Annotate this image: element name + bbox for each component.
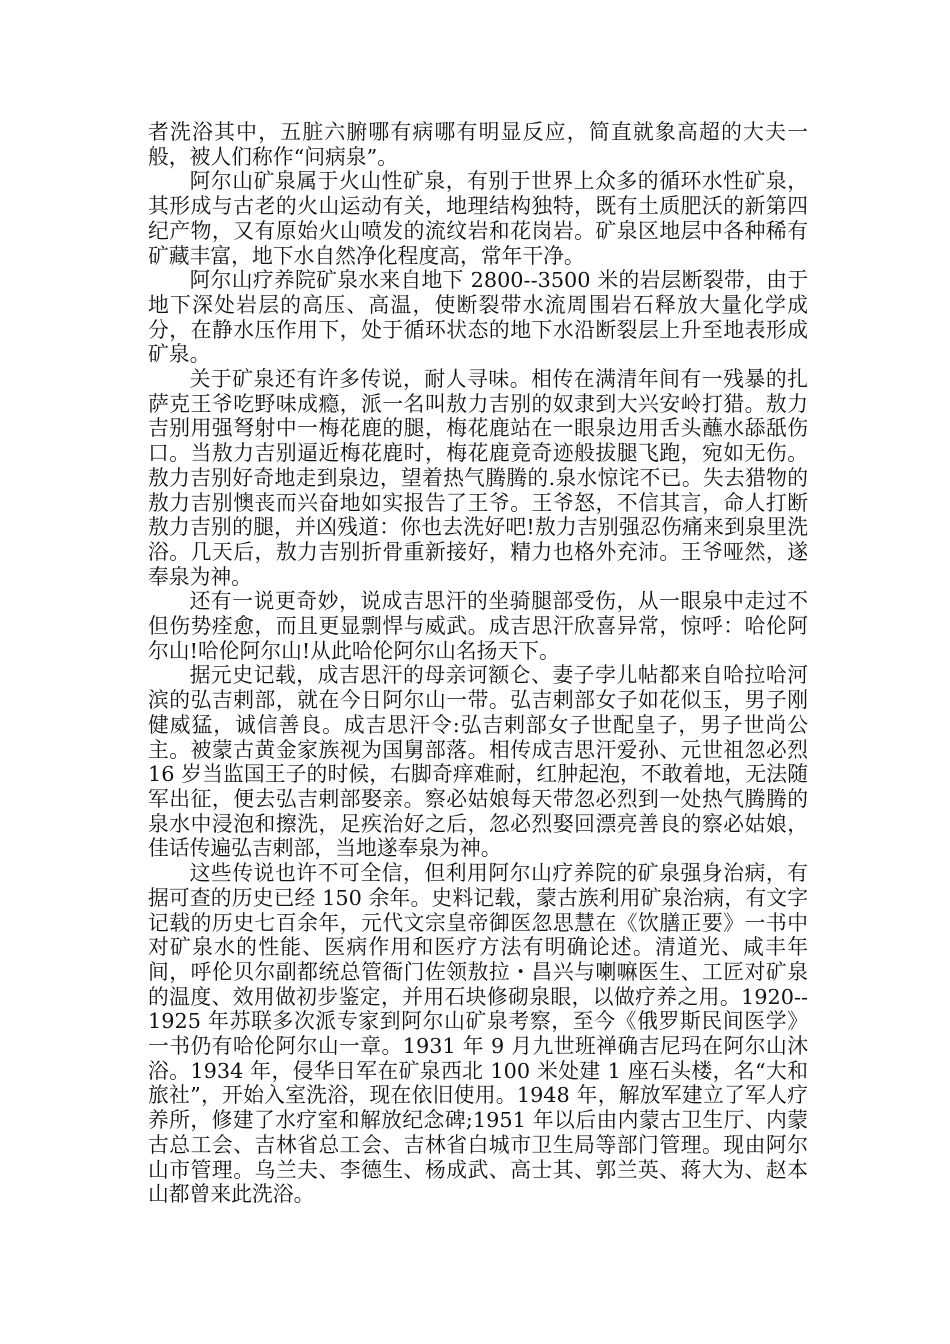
document-body <box>148 120 808 1207</box>
paragraph-4: 关于矿泉还有许多传说，耐人寻味。相传在满清年间有一残暴的扎萨克王爷吃野味成瘾，派一名叫敖力吉别的奴隶到大兴安岭打猎。敖力吉别用强弩射中一梅花鹿的腿，梅花鹿站在一眼泉边用舌头蘸水舔舐伤口。当敖力吉别逼近梅花鹿时，梅花鹿竟奇迹般拔腿飞跑，宛如无伤。敖力吉别好奇地走到泉边，望着热气腾腾的.泉水惊诧不已。失去猎物的敖力吉别懊丧而兴奋地如实报告了王爷。王爷怒，不信其言，命人打断敖力吉别的腿，并凶残道：你也去洗好吧!敖力吉别强忍伤痛来到泉里洗浴。几天后，敖力吉别折骨重新接好，精力也格外充沛。王爷哑然，遂奉泉为神。 <box>148 367 808 589</box>
paragraph-1: 者洗浴其中，五脏六腑哪有病哪有明显反应，简直就象高超的大夫一般，被人们称作“问病泉”。 <box>148 120 808 169</box>
paragraph-5: 还有一说更奇妙，说成吉思汗的坐骑腿部受伤，从一眼泉中走过不但伤势痊愈，而且更显剽悍与威武。成吉思汗欣喜异常，惊呼：哈伦阿尔山!哈伦阿尔山!从此哈伦阿尔山名扬天下。 <box>148 589 808 663</box>
paragraph-3: 阿尔山疗养院矿泉水来自地下 2800--3500 米的岩层断裂带，由于地下深处岩层的高压、高温，使断裂带水流周围岩石释放大量化学成分，在静水压作用下，处于循环状态的地下水沿断裂层上升至地表形成矿泉。 <box>148 268 808 367</box>
paragraph-7: 这些传说也许不可全信，但利用阿尔山疗养院的矿泉强身治病，有据可查的历史已经 150 余年。史料记载，蒙古族利用矿泉治病，有文字记载的历史七百余年，元代文宗皇帝御医忽思慧在《饮膳正要》一书中对矿泉水的性能、医病作用和医疗方法有明确论述。清道光、咸丰年间，呼伦贝尔副都统总管衙门佐领敖拉・昌兴与喇嘛医生、工匠对矿泉的温度、效用做初步鉴定，并用石块修砌泉眼，以做疗养之用。1920--1925 年苏联多次派专家到阿尔山矿泉考察，至今《俄罗斯民间医学》一书仍有哈伦阿尔山一章。1931 年 9 月九世班禅确吉尼玛在阿尔山沐浴。1934 年，侵华日军在矿泉西北 100 米处建 1 座石头楼，名“大和旅社”，开始入室洗浴，现在依旧使用。1948 年，解放军建立了军人疗养所，修建了水疗室和解放纪念碑;1951 年以后由内蒙古卫生厅、内蒙古总工会、吉林省总工会、吉林省白城市卫生局等部门管理。现由阿尔山市管理。乌兰夫、李德生、杨成武、高士其、郭兰英、蒋大为、赵本山都曾来此洗浴。 <box>148 861 808 1207</box>
paragraph-2: 阿尔山矿泉属于火山性矿泉，有别于世界上众多的循环水性矿泉，其形成与古老的火山运动有关，地理结构独特，既有土质肥沃的新第四纪产物，又有原始火山喷发的流纹岩和花岗岩。矿泉区地层中各种稀有矿藏丰富，地下水自然净化程度高，常年干净。 <box>148 169 808 268</box>
paragraph-6: 据元史记载，成吉思汗的母亲诃额仑、妻子孛儿帖都来自哈拉哈河滨的弘吉剌部，就在今日阿尔山一带。弘吉剌部女子如花似玉，男子刚健威猛，诚信善良。成吉思汗令:弘吉剌部女子世配皇子，男子世尚公主。被蒙古黄金家族视为国舅部落。相传成吉思汗爱孙、元世祖忽必烈 16 岁当监国王子的时候，右脚奇痒难耐，红肿起泡，不敢着地，无法随军出征，便去弘吉剌部娶亲。察必姑娘每天带忽必烈到一处热气腾腾的泉水中浸泡和擦洗，足疾治好之后，忽必烈娶回漂亮善良的察必姑娘，佳话传遍弘吉剌部，当地遂奉泉为神。 <box>148 663 808 861</box>
